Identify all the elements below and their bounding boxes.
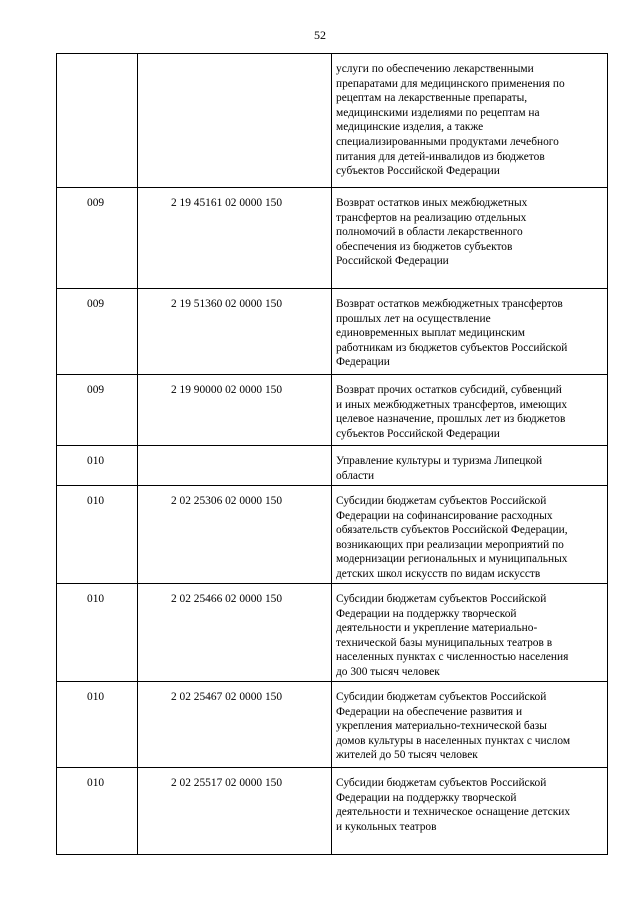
- admin-code-cell: [57, 486, 138, 584]
- admin-code: 010: [87, 593, 105, 605]
- budget-code: 2 19 45161 02 0000 150: [171, 197, 283, 209]
- description-line: укрепления материально-технической базы: [336, 720, 547, 733]
- description: [332, 682, 607, 763]
- budget-code: 2 19 51360 02 0000 150: [171, 298, 283, 310]
- description-line: жителей до 50 тысяч человек: [336, 749, 478, 762]
- description-line: Федерации: [336, 356, 390, 369]
- description-cell: [332, 584, 608, 682]
- budget-code-cell: [138, 486, 332, 584]
- budget-code: 2 02 25306 02 0000 150: [171, 495, 283, 507]
- budget-code-cell: [138, 768, 332, 855]
- description-cell: [332, 446, 608, 486]
- table-body: [57, 54, 608, 855]
- table-row: [57, 188, 608, 289]
- description-line: целевое назначение, прошлых лет из бюджетов: [336, 413, 566, 426]
- description: [332, 188, 607, 269]
- description-line: специализированными продуктами лечебного: [336, 135, 559, 148]
- description-line: трансфертов на реализацию отдельных: [336, 211, 527, 224]
- description-line: Федерации на поддержку творческой: [336, 791, 517, 804]
- admin-code: 009: [87, 298, 105, 310]
- description-line: услуги по обеспечению лекарственными: [336, 63, 534, 75]
- budget-code-cell: [138, 188, 332, 289]
- admin-code: 009: [87, 197, 105, 209]
- description-line: Возврат прочих остатков субсидий, субвенций: [336, 384, 562, 396]
- admin-code-cell: [57, 768, 138, 855]
- budget-code-cell: [138, 54, 332, 188]
- description-line: обеспечения из бюджетов субъектов: [336, 240, 513, 253]
- description-line: препаратами для медицинского применения по: [336, 77, 565, 90]
- description-line: Возврат остатков межбюджетных трансфертов: [336, 298, 563, 310]
- admin-code: [57, 54, 137, 62]
- budget-code-cell: [138, 289, 332, 375]
- description-line: Субсидии бюджетам субъектов Российской: [336, 495, 547, 507]
- budget-codes-table: [56, 53, 608, 855]
- budget-code: [138, 54, 331, 62]
- description: [332, 768, 607, 834]
- description-line: Управление культуры и туризма Липецкой: [336, 455, 543, 467]
- description-line: Российской Федерации: [336, 255, 449, 268]
- budget-code: 2 19 90000 02 0000 150: [171, 384, 283, 396]
- description-line: технической базы муниципальных театров в: [336, 636, 553, 649]
- budget-code-cell: [138, 584, 332, 682]
- description-cell: [332, 188, 608, 289]
- description-line: Субсидии бюджетам субъектов Российской: [336, 777, 547, 789]
- table-row: [57, 289, 608, 375]
- budget-code-cell: [138, 446, 332, 486]
- description-line: субъектов Российской Федерации: [336, 165, 500, 178]
- admin-code: 010: [87, 455, 105, 467]
- description: [332, 375, 607, 441]
- table-row: [57, 486, 608, 584]
- admin-code: 009: [87, 384, 105, 396]
- admin-code-cell: [57, 682, 138, 768]
- description-line: модернизации региональных и муниципальных: [336, 553, 568, 566]
- description-cell: [332, 54, 608, 188]
- description-line: Субсидии бюджетам субъектов Российской: [336, 593, 547, 605]
- table-row: [57, 54, 608, 188]
- description-cell: [332, 682, 608, 768]
- admin-code-cell: [57, 54, 138, 188]
- description-line: и иных межбюджетных трансфертов, имеющих: [336, 398, 568, 411]
- description: [332, 446, 607, 483]
- description-line: Возврат остатков иных межбюджетных: [336, 197, 528, 209]
- description-line: домов культуры в населенных пунктах с числом: [336, 734, 571, 747]
- description-line: Субсидии бюджетам субъектов Российской: [336, 691, 547, 703]
- description-cell: [332, 375, 608, 446]
- description-line: обязательств субъектов Российской Федерации,: [336, 524, 568, 537]
- description-line: до 300 тысяч человек: [336, 665, 440, 678]
- description-line: области: [336, 469, 375, 482]
- budget-code: 2 02 25466 02 0000 150: [171, 593, 283, 605]
- admin-code: 010: [87, 777, 105, 789]
- description-line: населенных пунктах с численностью населения: [336, 651, 569, 664]
- description-line: единовременных выплат медицинским: [336, 327, 525, 340]
- description-cell: [332, 486, 608, 584]
- table-row: [57, 768, 608, 855]
- description-line: полномочий в области лекарственного: [336, 226, 523, 239]
- description-line: работникам из бюджетов субъектов Российской: [336, 341, 568, 354]
- description-line: питания для детей-инвалидов из бюджетов: [336, 150, 545, 163]
- description: [332, 289, 607, 370]
- table-row: [57, 584, 608, 682]
- description-line: деятельности и техническое оснащение детских: [336, 806, 571, 819]
- description-cell: [332, 289, 608, 375]
- admin-code-cell: [57, 289, 138, 375]
- admin-code-cell: [57, 188, 138, 289]
- description-line: рецептам на лекарственные препараты,: [336, 92, 528, 105]
- budget-code: 2 02 25467 02 0000 150: [171, 691, 283, 703]
- admin-code: 010: [87, 691, 105, 703]
- budget-code: [138, 446, 331, 454]
- description: [332, 584, 607, 680]
- description-line: медицинскими изделиями по рецептам на: [336, 106, 540, 119]
- admin-code-cell: [57, 446, 138, 486]
- description-line: медицинские изделия, а также: [336, 121, 484, 134]
- page-number: 52: [314, 28, 326, 42]
- description-line: и кукольных театров: [336, 820, 437, 833]
- description-line: Федерации на поддержку творческой: [336, 607, 517, 620]
- table-row: [57, 375, 608, 446]
- description-line: субъектов Российской Федерации: [336, 427, 500, 440]
- description-line: детских школ искусств по видам искусств: [336, 567, 541, 580]
- admin-code: 010: [87, 495, 105, 507]
- admin-code-cell: [57, 584, 138, 682]
- description-line: прошлых лет на осуществление: [336, 312, 491, 325]
- budget-code-cell: [138, 682, 332, 768]
- description-cell: [332, 768, 608, 855]
- admin-code-cell: [57, 375, 138, 446]
- description: [332, 486, 607, 582]
- table-row: [57, 682, 608, 768]
- description: [332, 54, 607, 179]
- budget-code: 2 02 25517 02 0000 150: [171, 777, 283, 789]
- description-line: возникающих при реализации мероприятий по: [336, 538, 564, 551]
- description-line: Федерации на софинансирование расходных: [336, 509, 553, 522]
- budget-code-cell: [138, 375, 332, 446]
- description-line: деятельности и укрепление материально-: [336, 622, 538, 635]
- description-line: Федерации на обеспечение развития и: [336, 705, 523, 718]
- table-row: [57, 446, 608, 486]
